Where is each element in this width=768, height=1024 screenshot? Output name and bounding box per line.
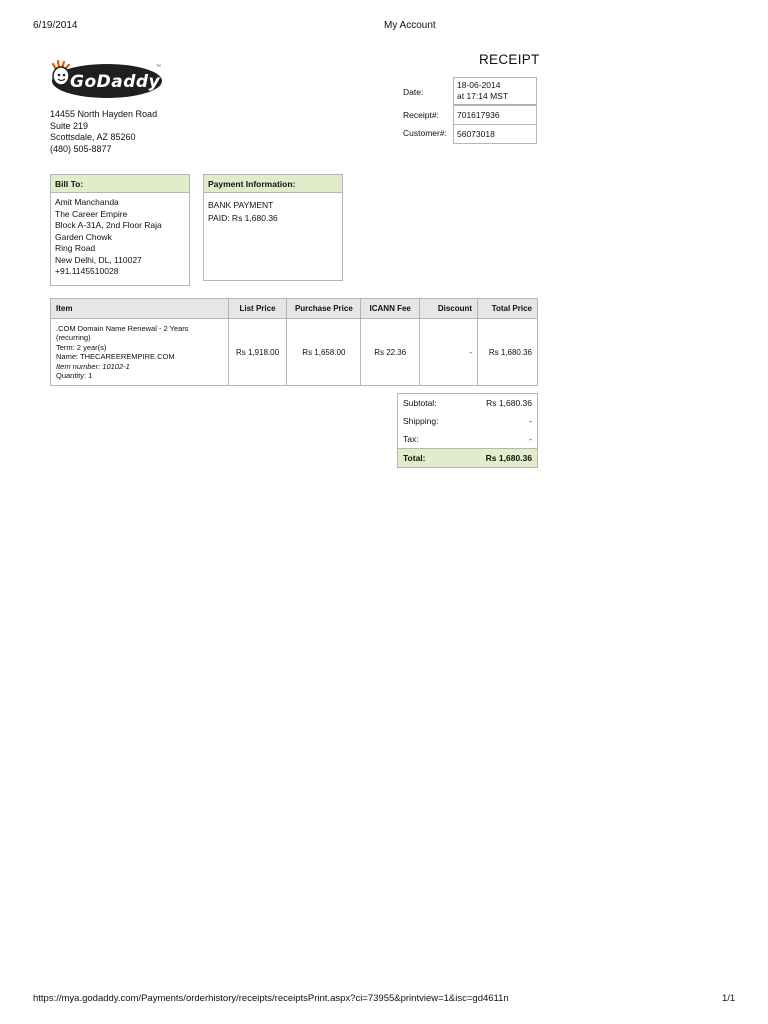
col-item: Item [51,299,229,319]
bill-to-street: Block A-31A, 2nd Floor Raja Garden Chowk [55,220,162,242]
bill-to-city: New Delhi, DL, 110027 [55,254,142,265]
print-url: https://mya.godaddy.com/Payments/orderhistory/receipts/receiptsPrint.aspx?ci=73955&printview=1&isc=gd4611n [33,993,509,1004]
bill-to-name: Amit Manchanda [55,197,119,207]
line-items-table [50,298,538,386]
godaddy-mascot-icon [50,60,72,86]
subtotal-value: Rs 1,680.36 [486,398,532,408]
item-term: Term: 2 year(s) [56,342,107,352]
payment-method: BANK PAYMENT [208,200,274,210]
shipping-row [398,412,538,430]
customer-number-label: Customer#: [403,128,447,138]
print-date: 6/19/2014 [33,20,78,31]
bill-to-panel [50,174,190,286]
customer-number-box [453,124,537,144]
table-header-row [51,299,538,319]
address-phone: (480) 505-8877 [50,143,112,154]
logo-trademark: ™ [156,64,161,70]
tax-value: - [529,434,532,444]
total-value: Rs 1,680.36 [460,449,537,468]
address-line: Scottsdale, AZ 85260 [50,132,136,142]
col-icann-fee: ICANN Fee [361,299,420,319]
cell-total-price: Rs 1,680.36 [478,319,538,386]
date-label: Date: [403,87,424,97]
payment-paid-amount: PAID: Rs 1,680.36 [208,213,278,223]
bill-to-company: The Career Empire [55,208,128,219]
cell-icann-fee: Rs 22.36 [361,319,420,386]
logo-wordmark: GoDaddy [70,72,161,92]
item-number: Item number: 10102-1 [56,361,130,371]
tax-row [398,430,538,449]
shipping-value: - [529,416,532,426]
bill-to-heading: Bill To: [51,175,189,193]
address-line: Suite 219 [50,120,89,131]
payment-info-body [204,193,342,229]
payment-info-panel [203,174,343,281]
table-row [51,319,538,386]
item-recurring: (recurring) [56,333,91,342]
print-page-number: 1/1 [722,993,736,1004]
subtotal-row [398,394,538,413]
item-quantity: Quantity: 1 [56,371,93,380]
receipt-number-value: 701617936 [457,110,500,120]
item-description [51,319,229,386]
totals-table [397,393,538,468]
col-total-price: Total Price [478,299,538,319]
shipping-label: Shipping: [403,416,439,426]
total-label: Total: [398,449,461,468]
cell-list-price: Rs 1,918.00 [228,319,287,386]
address-line: 14455 North Hayden Road [50,109,158,119]
item-domain-name: Name: THECAREEREMPIRE.COM [56,352,175,361]
col-purchase-price: Purchase Price [287,299,361,319]
godaddy-logo [50,58,166,102]
subtotal-label: Subtotal: [403,398,437,408]
customer-number-value: 56073018 [457,129,495,139]
cell-discount: - [420,319,478,386]
date-value: 18-06-2014 [457,80,501,90]
receipt-title: RECEIPT [479,52,540,67]
col-discount: Discount [420,299,478,319]
col-list-price: List Price [228,299,287,319]
total-row [398,449,538,468]
receipt-number-box [453,105,537,125]
bill-to-address [51,193,189,282]
receipt-number-label: Receipt#: [403,110,439,120]
cell-purchase-price: Rs 1,658.00 [287,319,361,386]
item-product: .COM Domain Name Renewal - 2 Years [56,323,189,333]
tax-label: Tax: [403,434,419,444]
bill-to-street2: Ring Road [55,243,96,253]
bill-to-phone: +91.1145510028 [55,266,119,276]
payment-info-heading: Payment Information: [204,175,342,193]
date-value-box [453,77,537,105]
company-address [50,109,157,155]
print-page-title: My Account [384,20,436,31]
time-value: at 17:14 MST [457,90,509,101]
